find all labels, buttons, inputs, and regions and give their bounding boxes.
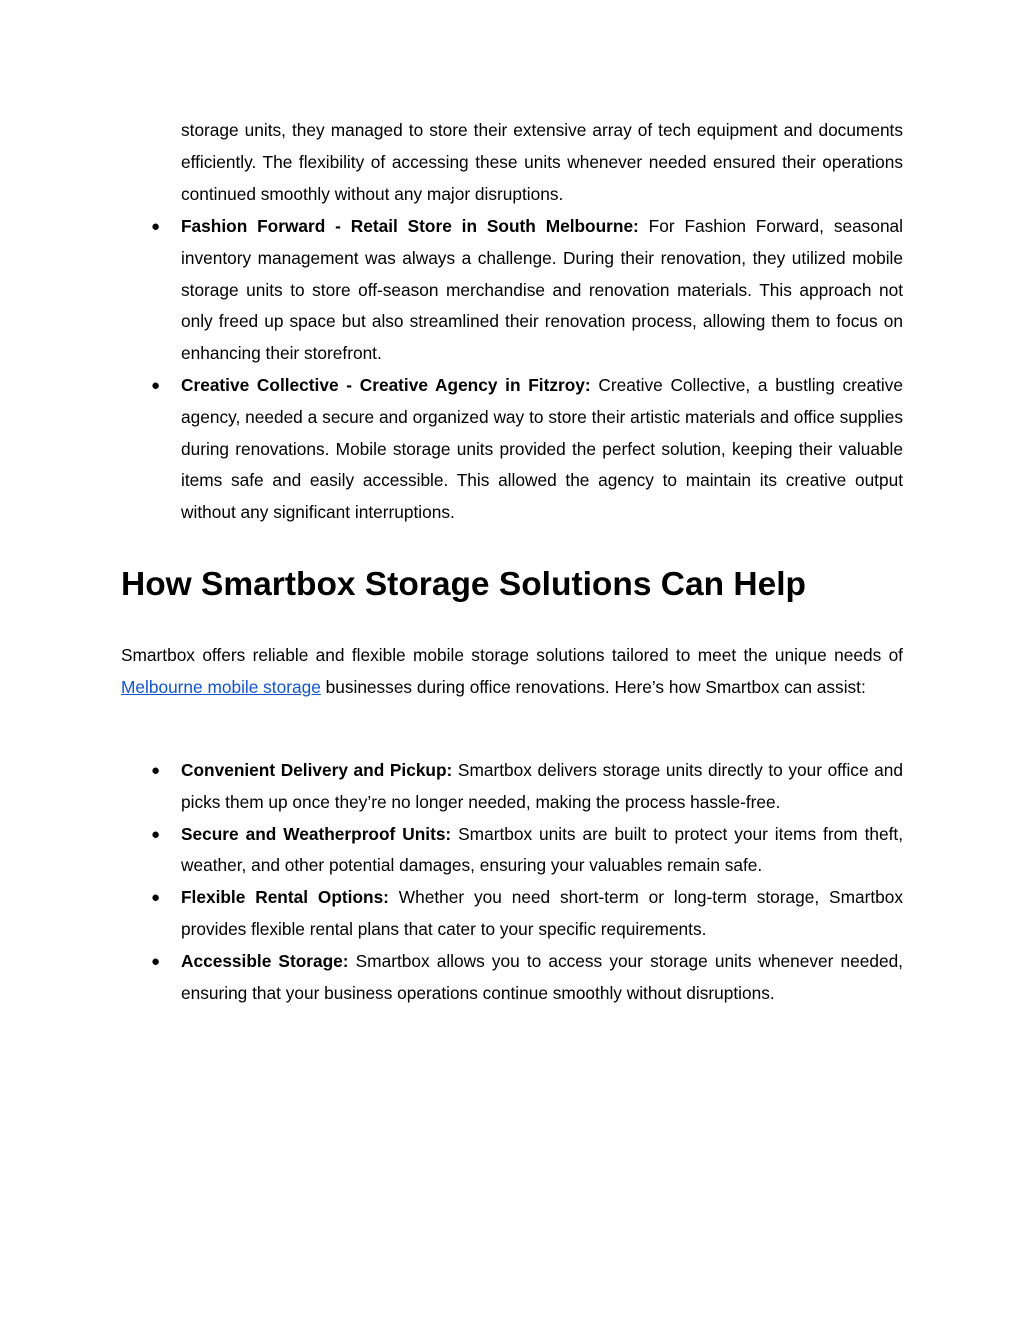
benefit-text: Smartbox delivers storage units directly to your office and picks them up once they’re no longer needed, making the process hassle-free.	[181, 760, 904, 812]
list-item	[121, 946, 903, 1010]
case-study-list	[121, 211, 903, 529]
benefits-list	[121, 755, 903, 1009]
list-item	[121, 370, 903, 529]
list-item	[121, 755, 903, 819]
bullet-icon: ●	[151, 952, 161, 970]
bullet-icon: ●	[151, 825, 161, 843]
intro-paragraph	[121, 640, 903, 704]
benefit-text: Smartbox units are built to protect your items from theft, weather, and other potential damages, ensuring your valuables remain safe.	[181, 823, 903, 876]
case-study-title: Fashion Forward - Retail Store in South Melbourne:	[181, 216, 639, 236]
bullet-icon: ●	[151, 218, 161, 235]
benefit-text: Whether you need short-term or long-term storage, Smartbox provides flexible rental plans that cater to your specific requirements.	[181, 887, 903, 939]
bullet-icon: ●	[151, 376, 161, 394]
intro-text-after: businesses during office renovations. Here’s how Smartbox can assist:	[320, 676, 866, 697]
intro-text-before: Smartbox offers reliable and flexible mobile storage solutions tailored to meet the unique needs of	[121, 645, 903, 665]
benefit-text: Smartbox allows you to access your storage units whenever needed, ensuring that your business operations continue smoothly without disruptions.	[181, 950, 903, 1003]
bullet-icon: ●	[151, 889, 161, 907]
section-heading: How Smartbox Storage Solutions Can Help	[121, 566, 806, 603]
bullet-icon: ●	[151, 762, 161, 779]
case-study-text: For Fashion Forward, seasonal inventory management was always a challenge. During their renovation, they utilized mobile storage units to store off-season merchandise and renovation materials. This approach not only freed up space but also streamlined their renovation process, allowing them to focus on enhancing their storefront.	[181, 216, 904, 364]
benefit-title: Flexible Rental Options:	[181, 887, 389, 908]
list-item	[121, 211, 903, 370]
benefit-title: Secure and Weatherproof Units:	[181, 823, 452, 844]
continuation-paragraph: storage units, they managed to store their extensive array of tech equipment and documents efficiently. The flexibility of accessing these units whenever needed ensured their operations continued smoothly without any major disruptions.	[181, 120, 903, 204]
benefit-title: Convenient Delivery and Pickup:	[181, 760, 453, 780]
benefit-title: Accessible Storage:	[181, 950, 349, 971]
list-item	[121, 882, 903, 946]
case-study-title: Creative Collective - Creative Agency in Fitzroy:	[181, 374, 591, 395]
melbourne-mobile-storage-link[interactable]: Melbourne mobile storage	[121, 676, 321, 697]
list-item	[121, 819, 903, 883]
case-study-text: Creative Collective, a bustling creative agency, needed a secure and organized way to store their artistic materials and office supplies during renovations. Mobile storage units provided the perfect solution, keeping their valuable items safe and easily accessible. This allowed the agency to maintain its creative output without any significant interruptions.	[181, 374, 903, 523]
